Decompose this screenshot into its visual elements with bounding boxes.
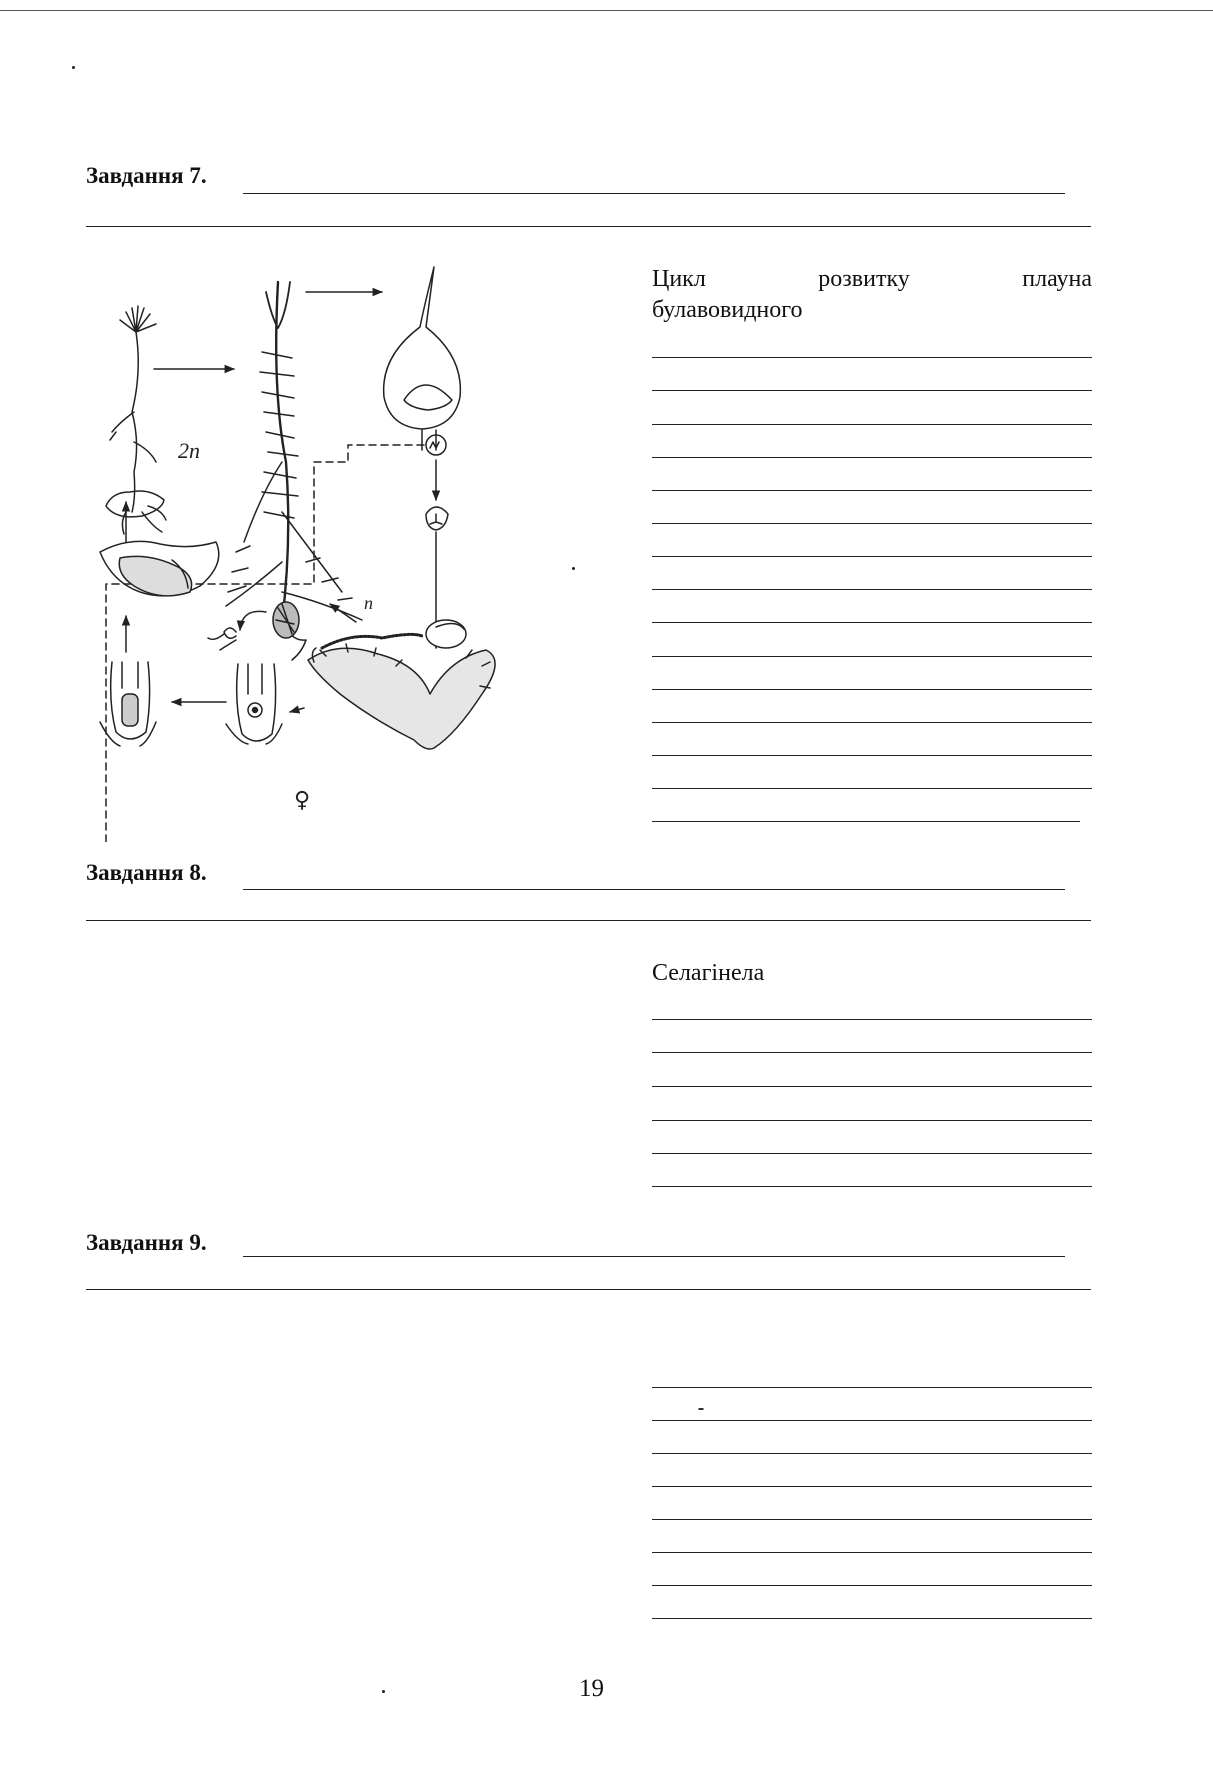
task-9-line[interactable] [652,1519,1092,1520]
task-9-answer-line-1[interactable] [243,1256,1065,1257]
task-7-line[interactable] [652,656,1092,657]
task-7-line[interactable] [652,424,1092,425]
caption-word-3: плауна [1022,266,1092,292]
scan-speck [698,1408,704,1410]
scan-speck [572,567,575,570]
scan-speck [72,66,75,69]
task-8-line[interactable] [652,1086,1092,1087]
task-8-caption: Селагінела [652,960,765,986]
task-8-title: Завдання 8. [86,860,207,885]
task-7-line[interactable] [652,689,1092,690]
arrow-to-archegonium [290,708,304,712]
task-7-line[interactable] [652,390,1092,391]
task-7-line[interactable] [652,589,1092,590]
task-7-line[interactable] [652,788,1092,789]
task-7-line[interactable] [652,457,1092,458]
task-9-line[interactable] [652,1618,1092,1619]
task-9-line[interactable] [652,1585,1092,1586]
task-7-line[interactable] [652,755,1092,756]
archegonium-with-embryo-drawing [100,662,156,746]
caption-word-2: розвитку [818,266,910,292]
task-7-line[interactable] [652,523,1092,524]
task-9-line[interactable] [652,1453,1092,1454]
task-7-line[interactable] [652,490,1092,491]
task-7-line[interactable] [652,722,1092,723]
task-9-line[interactable] [652,1387,1092,1388]
scan-speck [382,1690,385,1693]
task-7-line[interactable] [652,357,1092,358]
task-7-title: Завдання 7. [86,163,207,188]
ploidy-label-n: n [364,593,373,613]
lycopodium-life-cycle-diagram [86,262,536,842]
task-9-line[interactable] [652,1552,1092,1553]
arrow-gametophyte-to-antheridium [330,604,356,622]
gametophyte-drawing [308,620,495,749]
caption-word-1: Цикл [652,266,706,292]
task-8-answer-line-1[interactable] [243,889,1065,890]
ploidy-boundary-line [106,445,426,842]
sperm-drawing [208,628,236,650]
task-7-line[interactable] [652,622,1092,623]
embryo-drawing [100,541,219,596]
task-8-line[interactable] [652,1153,1092,1154]
task-7-caption [652,264,1092,326]
task-8-line[interactable] [652,1186,1092,1187]
task-9-line[interactable] [652,1486,1092,1487]
arrow-antheridium-to-sperm [240,611,266,630]
female-symbol: ♀ [294,788,311,813]
adult-sporophyte-drawing [226,282,362,660]
task-7-answer-line-2[interactable] [86,226,1091,227]
page-top-rule [0,10,1213,11]
task-9-line[interactable] [652,1420,1092,1421]
task-8-line[interactable] [652,1019,1092,1020]
task-9-title: Завдання 9. [86,1230,207,1255]
task-8-answer-line-2[interactable] [86,920,1091,921]
task-9-answer-line-2[interactable] [86,1289,1091,1290]
task-8-line[interactable] [652,1052,1092,1053]
sporangium-drawing [384,267,461,648]
ploidy-label-2n: 2n [178,438,200,463]
task-7-answer-line-1[interactable] [243,193,1065,194]
young-sporophyte-drawing [106,306,166,534]
task-8-line[interactable] [652,1120,1092,1121]
task-7-line[interactable] [652,821,1080,822]
page-number: 19 [579,1675,604,1702]
antheridium-drawing [273,602,299,638]
archegonium-with-egg-drawing [226,664,282,744]
task-7-line[interactable] [652,556,1092,557]
caption-line-2: булавовидного [652,297,803,323]
